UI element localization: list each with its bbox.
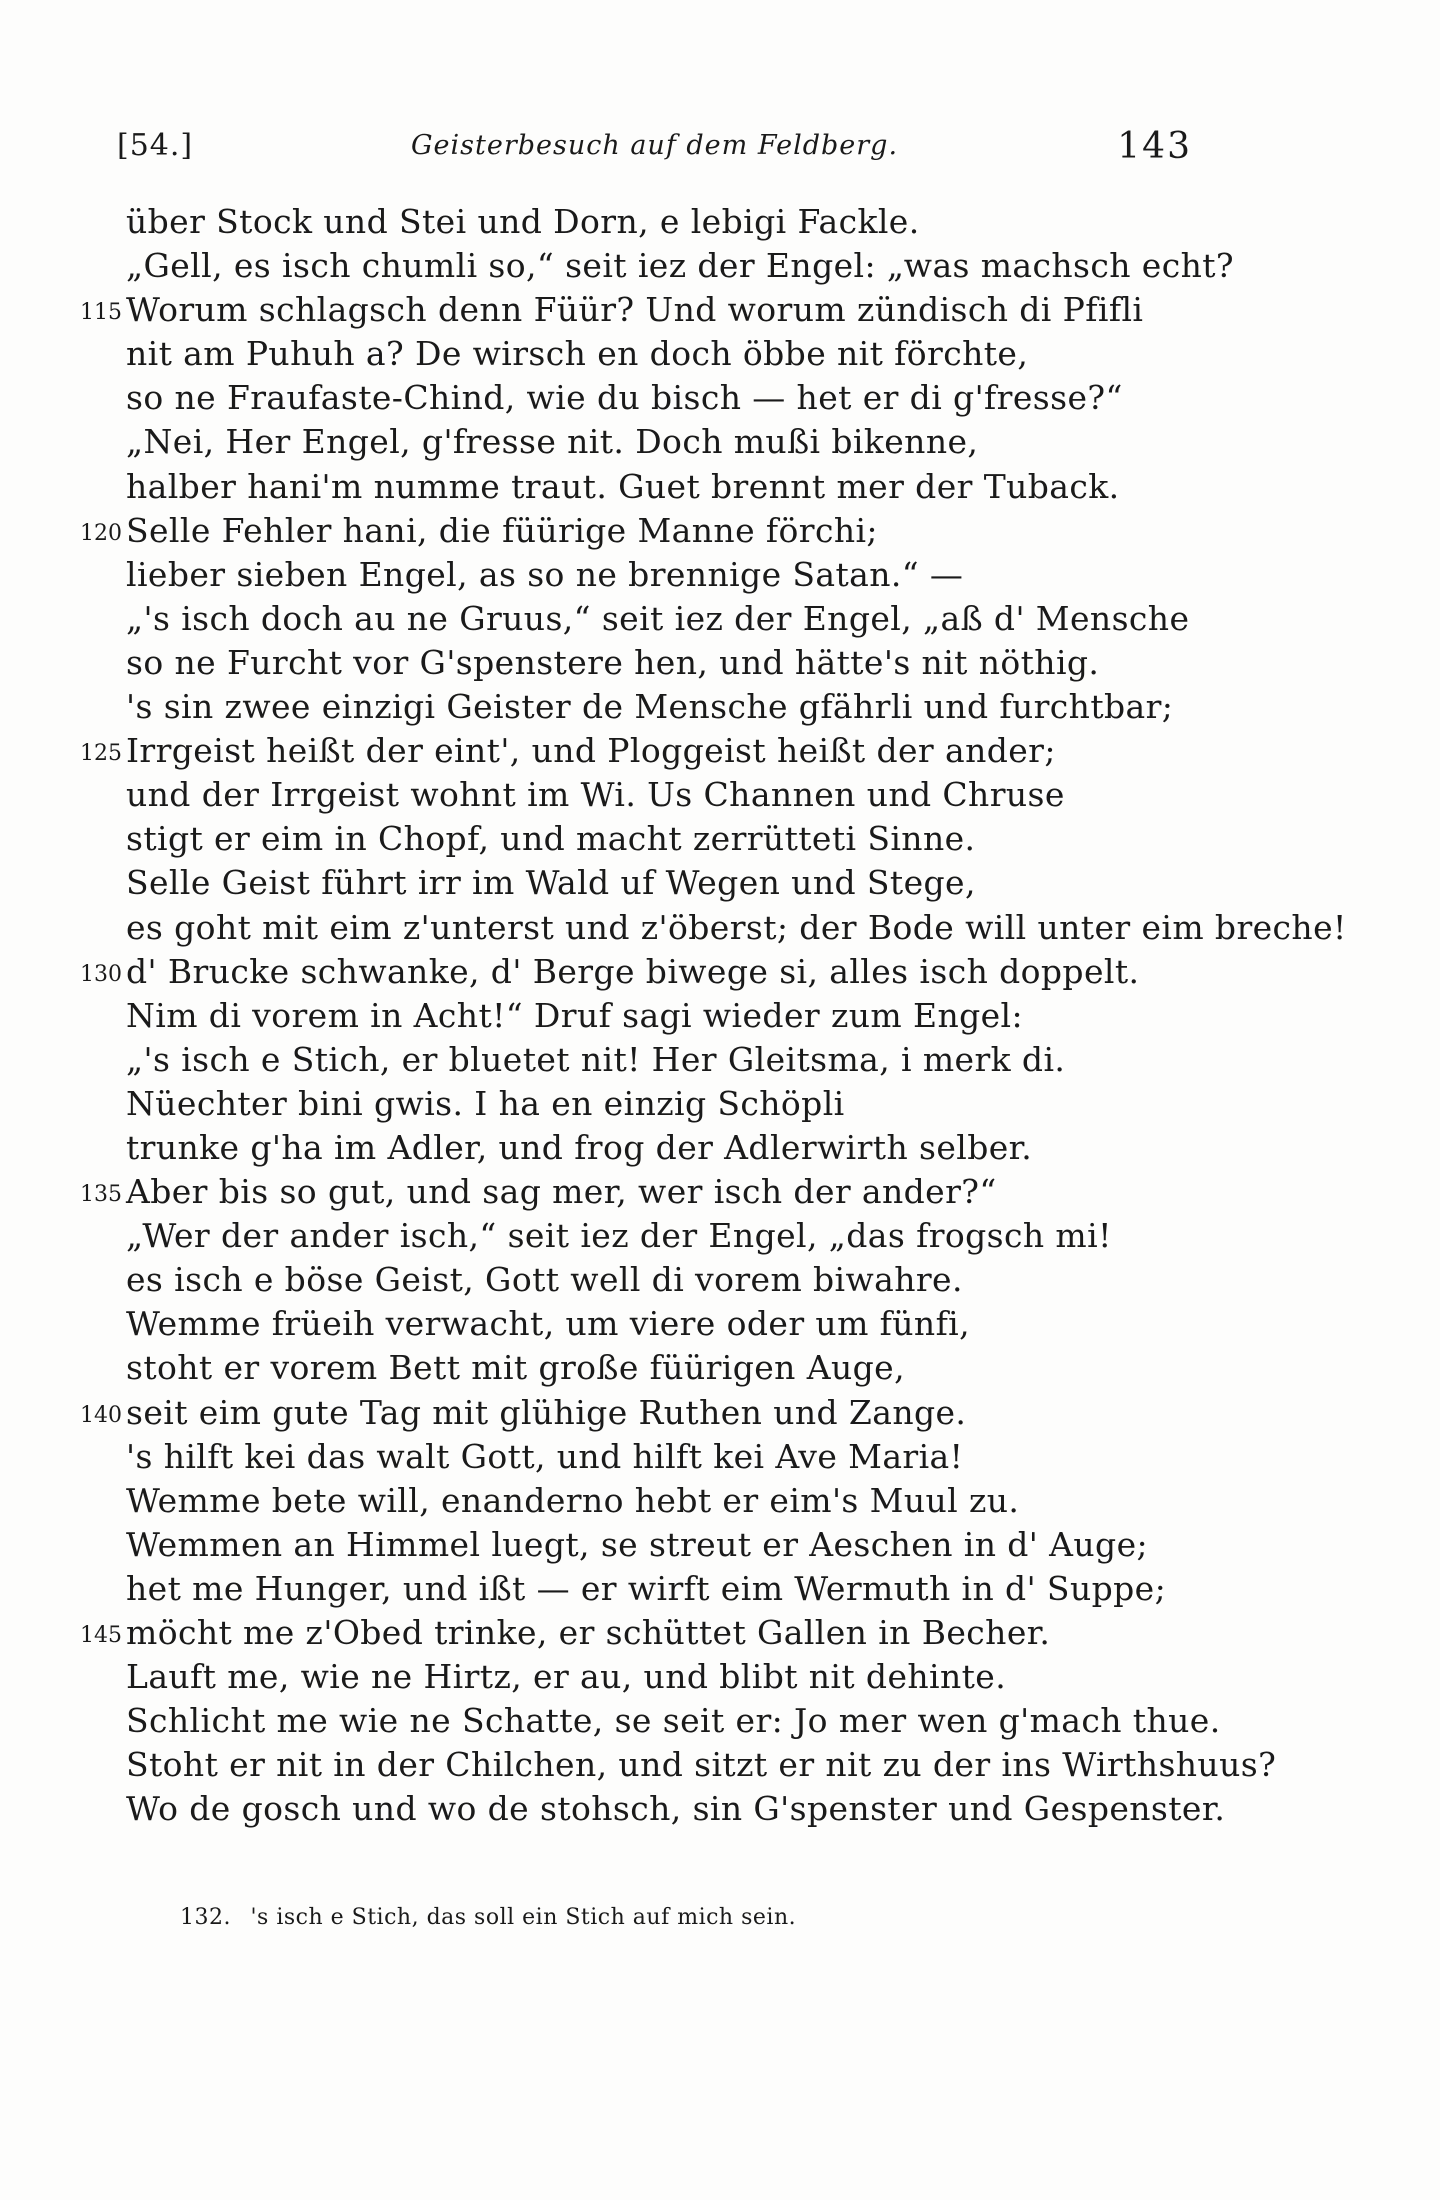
verse-line	[60, 950, 1220, 994]
verse-text: „Nei, Her Engel, g'fresse nit. Doch mußi bikenne,	[126, 422, 979, 462]
verse-line	[60, 994, 1220, 1038]
verse-line	[60, 1170, 1220, 1214]
verse-line	[60, 1391, 1220, 1435]
chapter-number: [54.]	[117, 128, 194, 163]
verse-text: Wemmen an Himmel luegt, se streut er Aeschen in d' Auge;	[126, 1524, 1149, 1564]
verse-text: Schlicht me wie ne Schatte, se seit er: Jo mer wen g'mach thue.	[126, 1701, 1221, 1741]
line-number: 125	[80, 741, 122, 767]
verse-text: lieber sieben Engel, as so ne brennige Satan.“ —	[126, 554, 964, 594]
verse-line	[60, 1567, 1220, 1611]
verse-text: Nim di vorem in Acht!“ Druf sagi wieder zum Engel:	[126, 995, 1024, 1035]
verse-text: seit eim gute Tag mit glühige Ruthen und Zange.	[126, 1392, 967, 1432]
verse-line	[60, 332, 1220, 376]
verse-text: Selle Fehler hani, die füürige Manne förchi;	[126, 510, 878, 550]
verse-text: Nüechter bini gwis. I ha en einzig Schöpli	[126, 1083, 845, 1123]
verse-text: Worum schlagsch denn Füür? Und worum zündisch di Pfifli	[126, 290, 1144, 330]
page-number: 143	[1117, 126, 1192, 167]
verse-line	[60, 1787, 1226, 1831]
verse-text: „'s isch doch au ne Gruus,“ seit iez der Engel, „aß d' Mensche	[126, 598, 1190, 638]
verse-text: stigt er eim in Chopf, und macht zerrütteti Sinne.	[126, 819, 976, 859]
line-number: 115	[80, 300, 122, 326]
verse-text: so ne Furcht vor G'spenstere hen, und hätte's nit nöthig.	[126, 642, 1100, 682]
verse-text: Lauft me, wie ne Hirtz, er au, und blibt nit dehinte.	[126, 1657, 1007, 1697]
verse-line	[60, 861, 1220, 905]
verse-line	[60, 729, 1220, 773]
page-header	[117, 128, 1192, 178]
verse-text: Selle Geist führt irr im Wald uf Wegen und Stege,	[126, 863, 976, 903]
verse-line	[60, 1435, 1220, 1479]
verse-line	[60, 1126, 1220, 1170]
line-number: 140	[80, 1402, 122, 1428]
verse-line	[60, 1258, 1220, 1302]
footnote-number: 132.	[180, 1905, 231, 1930]
verse-line	[60, 1346, 1220, 1390]
verse-line	[60, 200, 1220, 244]
verse-text: es goht mit eim z'unterst und z'öberst; der Bode will unter eim breche!	[126, 907, 1347, 947]
line-number: 135	[80, 1182, 122, 1208]
poem-body	[60, 200, 1347, 1831]
verse-text: Aber bis so gut, und sag mer, wer isch der ander?“	[126, 1172, 997, 1212]
verse-text: über Stock und Stei und Dorn, e lebigi Fackle.	[126, 202, 920, 241]
verse-line	[60, 1214, 1220, 1258]
verse-text: „Gell, es isch chumli so,“ seit iez der Engel: „was machsch echt?	[126, 246, 1235, 286]
verse-text: 's hilft kei das walt Gott, und hilft kei Ave Maria!	[126, 1436, 964, 1476]
verse-line	[60, 244, 1235, 288]
verse-line	[60, 288, 1220, 332]
verse-line	[60, 465, 1220, 509]
verse-line	[60, 1523, 1220, 1567]
verse-line	[60, 1699, 1220, 1743]
verse-line	[60, 1655, 1220, 1699]
verse-text: so ne Fraufaste-Chind, wie du bisch — het er di g'fresse?“	[126, 378, 1123, 418]
line-number: 145	[80, 1623, 122, 1648]
verse-text: Wemme bete will, enanderno hebt er eim's Muul zu.	[126, 1480, 1020, 1520]
verse-text: 's sin zwee einzigi Geister de Mensche gfährli und furchtbar;	[126, 687, 1174, 727]
verse-text: „Wer der ander isch,“ seit iez der Engel, „das frogsch mi!	[126, 1216, 1112, 1256]
verse-text: möcht me z'Obed trinke, er schüttet Gallen in Becher.	[126, 1613, 1051, 1652]
verse-text: „'s isch e Stich, er bluetet nit! Her Gleitsma, i merk di.	[126, 1039, 1066, 1079]
footnote	[180, 1905, 796, 1930]
verse-line	[60, 1302, 1220, 1346]
verse-line	[60, 685, 1220, 729]
line-number: 120	[80, 520, 122, 546]
verse-text: Irrgeist heißt der eint', und Ploggeist heißt der ander;	[126, 731, 1056, 771]
verse-text: Wemme früeih verwacht, um viere oder um fünfi,	[126, 1304, 971, 1344]
verse-line	[60, 773, 1220, 817]
verse-line	[60, 1038, 1220, 1082]
verse-line	[60, 420, 1220, 464]
verse-text: und der Irrgeist wohnt im Wi. Us Channen und Chruse	[126, 775, 1065, 815]
verse-line	[60, 553, 1220, 597]
verse-text: stoht er vorem Bett mit große füürigen Auge,	[126, 1348, 905, 1388]
verse-line	[60, 817, 1220, 861]
verse-text: trunke g'ha im Adler, und frog der Adlerwirth selber.	[126, 1127, 1033, 1167]
running-title: Geisterbesuch auf dem Feldberg.	[410, 130, 899, 161]
verse-text: es isch e böse Geist, Gott well di vorem biwahre.	[126, 1260, 963, 1300]
verse-text: d' Brucke schwanke, d' Berge biwege si, alles isch doppelt.	[126, 951, 1140, 991]
verse-line	[60, 1479, 1220, 1523]
verse-text: Stoht er nit in der Chilchen, und sitzt er nit zu der ins Wirthshuus?	[126, 1745, 1277, 1785]
footnote-text: 's isch e Stich, das soll ein Stich auf mich sein.	[250, 1905, 797, 1930]
line-number: 130	[80, 961, 122, 987]
verse-line	[60, 1611, 1220, 1655]
verse-text: halber hani'm numme traut. Guet brennt mer der Tuback.	[126, 466, 1120, 506]
verse-line	[60, 906, 1347, 950]
verse-line	[60, 641, 1220, 685]
verse-line	[60, 376, 1220, 420]
verse-line	[60, 1743, 1277, 1787]
verse-line	[60, 1082, 1220, 1126]
verse-text: nit am Puhuh a? De wirsch en doch öbbe nit förchte,	[126, 334, 1029, 374]
verse-line	[60, 509, 1220, 553]
verse-line	[60, 597, 1220, 641]
verse-text: het me Hunger, und ißt — er wirft eim Wermuth in d' Suppe;	[126, 1568, 1167, 1608]
verse-text: Wo de gosch und wo de stohsch, sin G'spenster und Gespenster.	[126, 1789, 1226, 1829]
